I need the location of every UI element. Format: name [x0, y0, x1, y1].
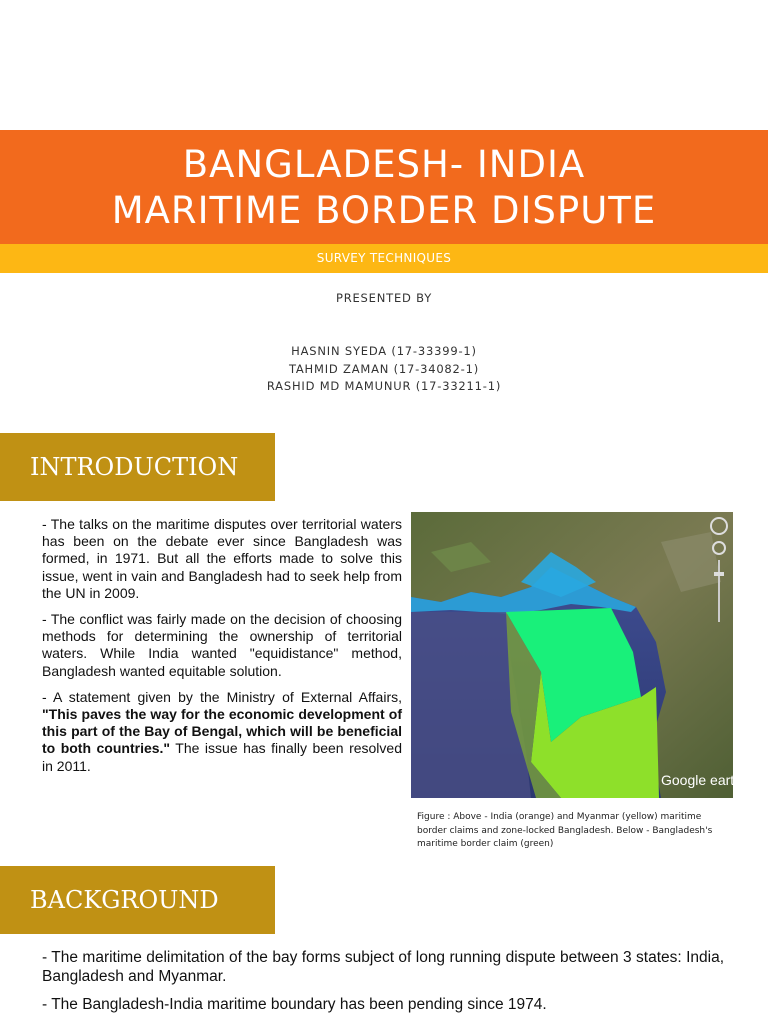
intro-paragraph: [42, 689, 402, 775]
title-band: [0, 130, 768, 244]
background-paragraph: - The maritime delimitation of the bay forms subject of long running dispute between 3 states: India, Bangladesh and Myanmar.: [42, 949, 724, 985]
title-line-2: MARITIME BORDER DISPUTE: [111, 189, 657, 232]
intro-paragraph: - The talks on the maritime disputes over territorial waters has been on the debate ever since Bangladesh was formed, in 1971. But all the efforts made to solve this issue, went in vain and Bangladesh had to seek help from the UN in 2009.: [42, 516, 402, 601]
map-graphic: [411, 512, 742, 798]
google-earth-watermark: Google earth: [661, 772, 742, 788]
title-line-1: BANGLADESH- INDIA: [182, 143, 586, 186]
background-paragraph: - The Bangladesh-India maritime boundary has been pending since 1974.: [42, 996, 547, 1013]
intro-text-span: - A statement given by the Ministry of External Affairs,: [42, 688, 402, 705]
author-name: TAHMID ZAMAN (17-34082-1): [288, 361, 480, 376]
satellite-map-figure: [411, 512, 742, 798]
background-heading: BACKGROUND: [0, 866, 275, 934]
subtitle-band: [0, 244, 768, 273]
figure-caption: Figure : Above - India (orange) and Myanmar (yellow) maritime border claims and zone-locked Bangladesh. Below - Bangladesh's maritime border claim (green): [417, 812, 713, 849]
ministry-quote: "This paves the way for the economic development of this part of the Bay of Bengal, which will be beneficial to both countries.": [42, 706, 402, 757]
author-list: [0, 343, 768, 396]
introduction-heading: INTRODUCTION: [0, 433, 275, 501]
introduction-body: [42, 516, 402, 784]
presented-by: PRESENTED BY: [335, 291, 433, 305]
background-body: [42, 948, 724, 1023]
intro-paragraph: - The conflict was fairly made on the decision of choosing methods for determining the ownership of territorial waters. While India wanted "equidistance" method, Bangladesh wanted equitable solution.: [42, 611, 402, 679]
subtitle: SURVEY TECHNIQUES: [316, 251, 452, 265]
intro-text-span: The issue has finally been resolved in 2011.: [42, 740, 402, 774]
author-name: RASHID MD MAMUNUR (17-33211-1): [266, 379, 502, 393]
author-name: HASNIN SYEDA (17-33399-1): [291, 344, 477, 358]
